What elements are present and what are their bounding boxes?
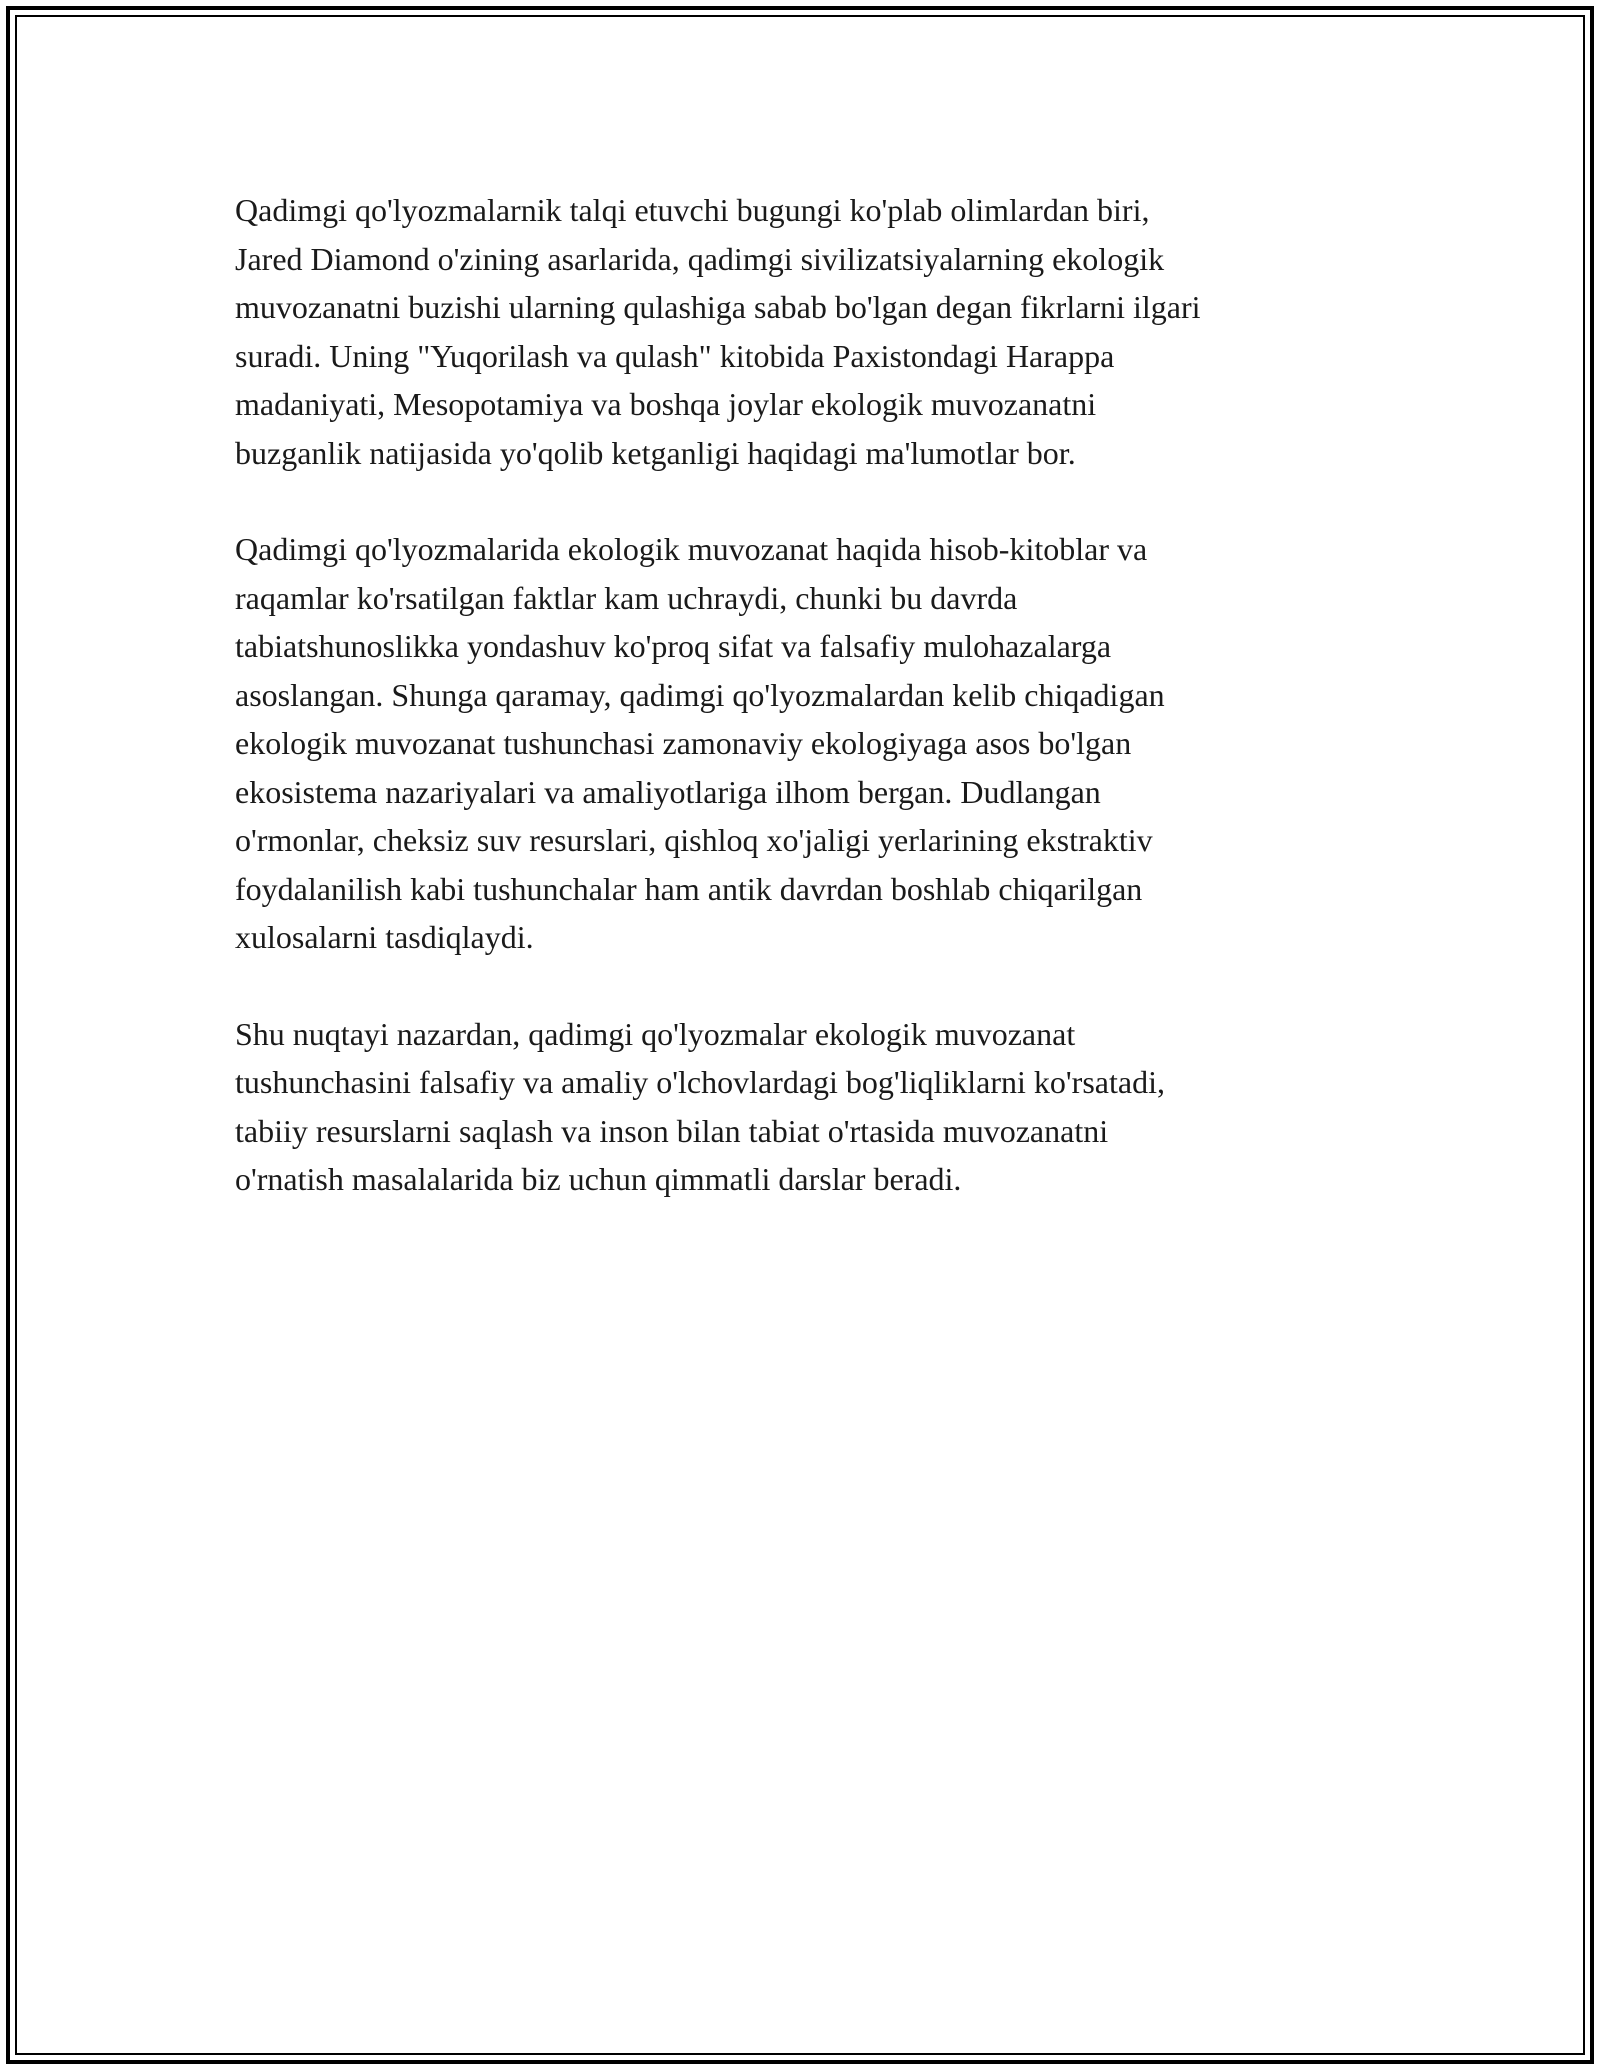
paragraph-1: Qadimgi qo'lyozmalarnik talqi etuvchi bugungi ko'plab olimlardan biri, Jared Diamond o'zining asarlarida, qadimgi sivilizatsiyalarning ekologik muvozanatni buzishi ularning qulashiga sabab bo'lgan degan fikrlarni ilgari suradi. Uning "Yuqorilash va qulash" kitobida Paxistondagi Harappa madaniyati, Mesopotamiya va boshqa joylar ekologik muvozanatni buzganlik natijasida yo'qolib ketganligi haqidagi ma'lumotlar bor.	[235, 192, 1201, 471]
document-body	[235, 186, 1375, 1252]
paragraph-2: Qadimgi qo'lyozmalarida ekologik muvozanat haqida hisob-kitoblar va raqamlar ko'rsatilgan faktlar kam uchraydi, chunki bu davrda tabiatshunoslikka yondashuv ko'proq sifat va falsafiy mulohazalarga asoslangan. Shunga qaramay, qadimgi qo'lyozmalardan kelib chiqadigan ekologik muvozanat tushunchasi zamonaviy ekologiyaga asos bo'lgan ekosistema nazariyalari va amaliyotlariga ilhom bergan. Dudlangan o'rmonlar, cheksiz suv resurslari, qishloq xo'jaligi yerlarining ekstraktiv foydalanilish kabi tushunchalar ham antik davrdan boshlab chiqarilgan xulosalarni tasdiqlaydi.	[235, 531, 1165, 955]
paragraph-3: Shu nuqtayi nazardan, qadimgi qo'lyozmalar ekologik muvozanat tushunchasini falsafiy va amaliy o'lchovlardagi bog'liqliklarni ko'rsatadi, tabiiy resurslarni saqlash va inson bilan tabiat o'rtasida muvozanatni o'rnatish masalalarida biz uchun qimmatli darslar beradi.	[235, 1015, 1165, 1197]
